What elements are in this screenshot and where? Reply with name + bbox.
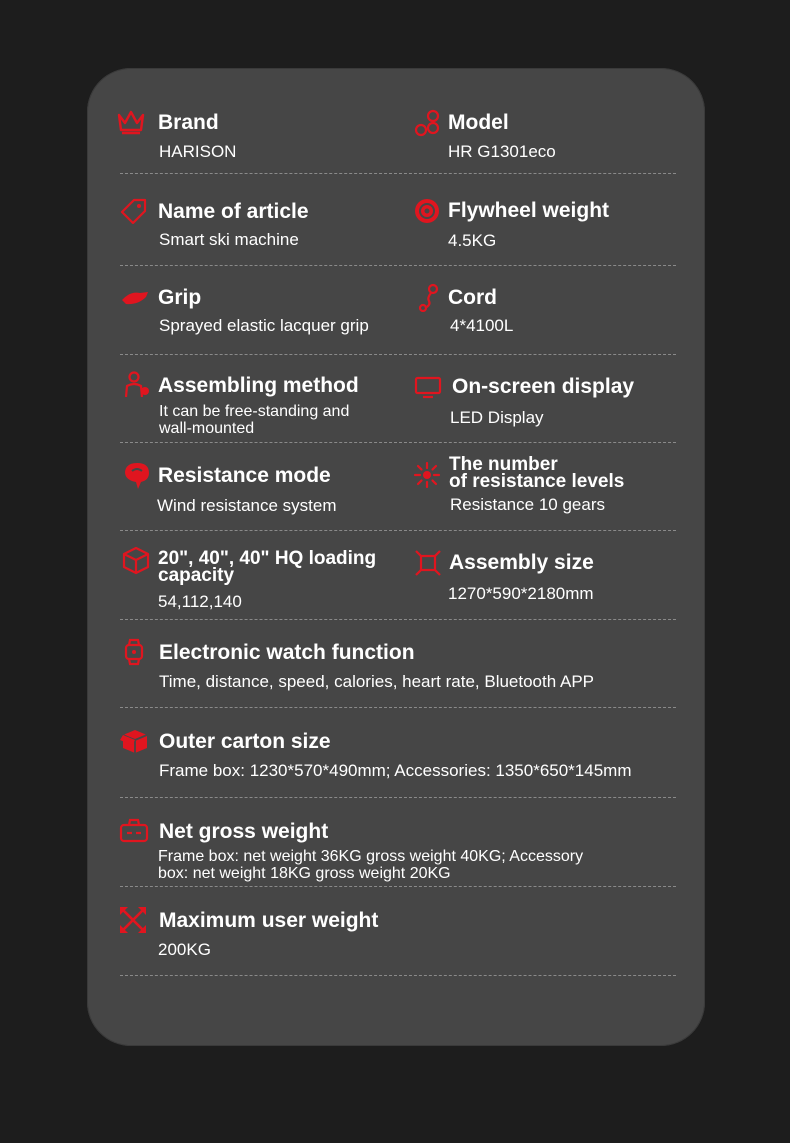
crown-icon	[116, 106, 146, 136]
divider	[120, 975, 676, 976]
spec-value-grip: Sprayed elastic lacquer grip	[159, 316, 369, 335]
assembling-icon	[121, 370, 151, 400]
spec-label-net-gross-weight: Net gross weight	[159, 820, 329, 843]
spec-value-electronic-watch: Time, distance, speed, calories, heart rate, Bluetooth APP	[159, 672, 594, 691]
divider	[120, 886, 676, 887]
spec-label-maximum-user-weight: Maximum user weight	[159, 909, 379, 932]
spec-value-flywheel-weight: 4.5KG	[448, 231, 497, 250]
spec-label-assembly-size: Assembly size	[449, 551, 594, 574]
cube-icon	[121, 545, 151, 575]
spec-value-assembling-method-1: It can be free-standing and	[159, 403, 350, 420]
spec-value-maximum-user-weight: 200KG	[158, 940, 211, 959]
spec-label-resistance-levels-2: of resistance levels	[449, 471, 625, 492]
spec-label-flywheel-weight: Flywheel weight	[448, 199, 610, 222]
spec-label-grip: Grip	[158, 286, 202, 309]
scale-icon	[119, 816, 149, 846]
carton-icon	[120, 726, 150, 756]
flywheel-icon	[412, 196, 442, 226]
levels-icon	[412, 460, 442, 490]
spec-value-on-screen-display: LED Display	[450, 408, 544, 427]
spec-value-assembling-method-2: wall-mounted	[159, 420, 255, 437]
resize-icon	[413, 548, 443, 578]
spec-label-loading-capacity-2: capacity	[158, 565, 235, 586]
spec-label-loading-capacity-1: 20", 40", 40" HQ loading	[158, 548, 377, 569]
spec-label-resistance-levels-1: The number	[449, 454, 558, 475]
divider	[120, 707, 676, 708]
cord-icon	[413, 282, 443, 312]
spec-label-name-of-article: Name of article	[158, 200, 309, 223]
monitor-icon	[413, 372, 443, 402]
spec-value-net-gross-weight-1: Frame box: net weight 36KG gross weight 40KG; Accessory	[158, 848, 584, 865]
spec-label-cord: Cord	[448, 286, 497, 309]
spec-value-model: HR G1301eco	[448, 142, 556, 161]
divider	[120, 354, 676, 355]
spec-value-resistance-mode: Wind resistance system	[157, 496, 337, 515]
divider	[120, 173, 676, 174]
spec-label-brand: Brand	[158, 111, 219, 134]
divider	[120, 265, 676, 266]
divider	[120, 530, 676, 531]
watch-icon	[119, 637, 149, 667]
spec-value-assembly-size: 1270*590*2180mm	[448, 584, 594, 603]
spec-label-assembling-method: Assembling method	[158, 374, 359, 397]
spec-label-resistance-mode: Resistance mode	[158, 464, 331, 487]
links-icon	[413, 108, 443, 138]
spec-value-loading-capacity: 54,112,140	[158, 592, 242, 611]
divider	[120, 797, 676, 798]
spec-value-name-of-article: Smart ski machine	[159, 230, 299, 249]
arrows-icon	[118, 905, 148, 935]
spec-value-brand: HARISON	[159, 142, 237, 161]
spec-label-on-screen-display: On-screen display	[452, 375, 635, 398]
spec-label-outer-carton-size: Outer carton size	[159, 730, 331, 753]
spec-label-electronic-watch: Electronic watch function	[159, 641, 415, 664]
divider	[120, 442, 676, 443]
resistance-icon	[122, 460, 152, 490]
spec-value-resistance-levels: Resistance 10 gears	[450, 495, 605, 514]
grip-icon	[120, 283, 150, 313]
spec-value-net-gross-weight-2: box: net weight 18KG gross weight 20KG	[158, 865, 451, 882]
spec-value-cord: 4*4100L	[450, 316, 514, 335]
tag-icon	[118, 196, 148, 226]
spec-label-model: Model	[448, 111, 509, 134]
divider	[120, 619, 676, 620]
spec-value-outer-carton-size: Frame box: 1230*570*490mm; Accessories: 1350*650*145mm	[159, 761, 632, 780]
